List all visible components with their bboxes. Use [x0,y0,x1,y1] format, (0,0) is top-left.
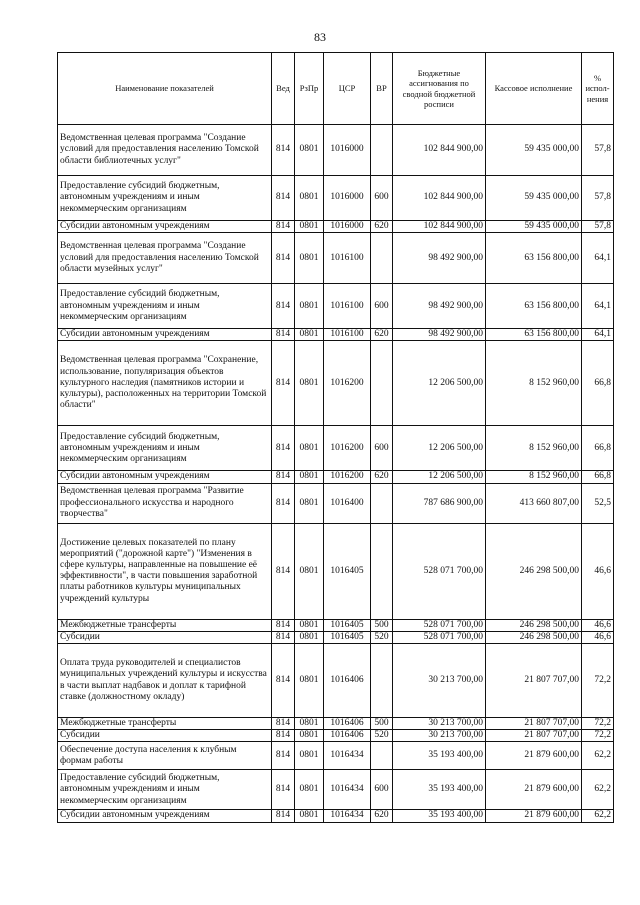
cell-rzpr: 0801 [295,644,324,718]
cell-vr: 520 [371,631,393,643]
table-row [58,770,614,810]
cell-name: Субсидии [58,631,272,643]
cell-percent: 72,2 [582,730,614,742]
table-row [58,619,614,631]
cell-name: Межбюджетные трансферты [58,619,272,631]
cell-cash: 59 435 000,00 [486,125,582,176]
header-percent: % испол-нения [582,53,614,125]
header-name: Наименование показателей [58,53,272,125]
table-row [58,644,614,718]
cell-budget: 30 213 700,00 [393,644,486,718]
cell-csr: 1016100 [324,329,371,341]
cell-ved: 814 [272,523,295,619]
cell-csr: 1016100 [324,284,371,329]
header-budget: Бюджетные ассигнования по сводной бюджетной росписи [393,53,486,125]
cell-vr [371,523,393,619]
cell-rzpr: 0801 [295,718,324,730]
cell-vr: 620 [371,471,393,483]
cell-csr: 1016000 [324,176,371,221]
cell-rzpr: 0801 [295,810,324,822]
cell-budget: 35 193 400,00 [393,742,486,770]
cell-rzpr: 0801 [295,329,324,341]
cell-ved: 814 [272,644,295,718]
cell-budget: 35 193 400,00 [393,770,486,810]
cell-ved: 814 [272,718,295,730]
cell-budget: 98 492 900,00 [393,329,486,341]
cell-name: Межбюджетные трансферты [58,718,272,730]
cell-csr: 1016200 [324,426,371,471]
cell-rzpr: 0801 [295,483,324,523]
cell-csr: 1016434 [324,770,371,810]
cell-vr: 520 [371,730,393,742]
cell-name: Ведомственная целевая программа "Создание условий для предоставления населению Томской области музейных услуг" [58,233,272,284]
cell-cash: 59 435 000,00 [486,176,582,221]
cell-vr: 600 [371,176,393,221]
table-row [58,730,614,742]
cell-vr: 620 [371,329,393,341]
cell-csr: 1016406 [324,730,371,742]
cell-csr: 1016200 [324,471,371,483]
cell-ved: 814 [272,742,295,770]
cell-ved: 814 [272,619,295,631]
cell-budget: 35 193 400,00 [393,810,486,822]
table-row [58,176,614,221]
cell-name: Субсидии автономным учреждениям [58,471,272,483]
cell-vr: 500 [371,718,393,730]
cell-ved: 814 [272,483,295,523]
cell-cash: 8 152 960,00 [486,341,582,426]
table-row [58,471,614,483]
cell-rzpr: 0801 [295,125,324,176]
cell-csr: 1016000 [324,125,371,176]
cell-rzpr: 0801 [295,284,324,329]
cell-budget: 528 071 700,00 [393,631,486,643]
cell-name: Предоставление субсидий бюджетным, автономным учреждениям и иным некоммерческим организациям [58,176,272,221]
cell-percent: 57,8 [582,176,614,221]
cell-vr [371,341,393,426]
cell-vr: 600 [371,284,393,329]
table-row [58,523,614,619]
cell-cash: 63 156 800,00 [486,284,582,329]
cell-budget: 12 206 500,00 [393,426,486,471]
cell-rzpr: 0801 [295,176,324,221]
cell-percent: 64,1 [582,233,614,284]
cell-cash: 21 807 707,00 [486,730,582,742]
cell-percent: 57,8 [582,221,614,233]
cell-csr: 1016400 [324,483,371,523]
cell-rzpr: 0801 [295,619,324,631]
header-csr: ЦСР [324,53,371,125]
cell-rzpr: 0801 [295,471,324,483]
cell-ved: 814 [272,233,295,284]
cell-rzpr: 0801 [295,770,324,810]
cell-ved: 814 [272,770,295,810]
cell-cash: 21 807 707,00 [486,644,582,718]
cell-cash: 21 879 600,00 [486,810,582,822]
cell-budget: 102 844 900,00 [393,176,486,221]
cell-budget: 98 492 900,00 [393,284,486,329]
cell-percent: 64,1 [582,284,614,329]
cell-ved: 814 [272,284,295,329]
table-row [58,221,614,233]
table-row [58,631,614,643]
cell-csr: 1016406 [324,644,371,718]
cell-csr: 1016405 [324,619,371,631]
cell-csr: 1016434 [324,810,371,822]
cell-name: Ведомственная целевая программа "Сохранение, использование, популяризация объектов культурного наследия (памятников истории и культуры), расположенных на территории Томской области" [58,341,272,426]
cell-percent: 72,2 [582,718,614,730]
table-row [58,742,614,770]
cell-name: Обеспечение доступа населения к клубным формам работы [58,742,272,770]
table-row [58,329,614,341]
cell-csr: 1016100 [324,233,371,284]
cell-vr [371,644,393,718]
table-row [58,125,614,176]
header-vr: ВР [371,53,393,125]
cell-ved: 814 [272,426,295,471]
cell-ved: 814 [272,176,295,221]
cell-percent: 66,8 [582,341,614,426]
cell-percent: 72,2 [582,644,614,718]
cell-vr [371,483,393,523]
cell-vr: 600 [371,426,393,471]
cell-rzpr: 0801 [295,730,324,742]
cell-cash: 8 152 960,00 [486,426,582,471]
cell-ved: 814 [272,329,295,341]
cell-budget: 30 213 700,00 [393,730,486,742]
cell-cash: 59 435 000,00 [486,221,582,233]
cell-name: Оплата труда руководителей и специалистов муниципальных учреждений культуры и искусства в части выплат надбавок и доплат к тарифной ставке (должностному окладу) [58,644,272,718]
cell-name: Субсидии автономным учреждениям [58,810,272,822]
cell-vr [371,233,393,284]
cell-budget: 528 071 700,00 [393,523,486,619]
cell-percent: 52,5 [582,483,614,523]
cell-cash: 246 298 500,00 [486,631,582,643]
cell-cash: 413 660 807,00 [486,483,582,523]
cell-percent: 62,2 [582,742,614,770]
cell-name: Ведомственная целевая программа "Создание условий для предоставления населению Томской области библиотечных услуг" [58,125,272,176]
cell-percent: 64,1 [582,329,614,341]
cell-name: Ведомственная целевая программа "Развитие профессионального искусства и народного творчества" [58,483,272,523]
table-row [58,426,614,471]
cell-budget: 12 206 500,00 [393,341,486,426]
header-rzpr: РзПр [295,53,324,125]
table-row [58,718,614,730]
cell-cash: 246 298 500,00 [486,523,582,619]
cell-rzpr: 0801 [295,426,324,471]
cell-cash: 21 879 600,00 [486,770,582,810]
cell-ved: 814 [272,341,295,426]
cell-ved: 814 [272,221,295,233]
cell-csr: 1016434 [324,742,371,770]
cell-ved: 814 [272,125,295,176]
cell-budget: 98 492 900,00 [393,233,486,284]
cell-budget: 102 844 900,00 [393,221,486,233]
cell-percent: 62,2 [582,770,614,810]
cell-budget: 12 206 500,00 [393,471,486,483]
table-row [58,341,614,426]
cell-budget: 528 071 700,00 [393,619,486,631]
table-body [58,125,614,823]
cell-vr: 620 [371,221,393,233]
cell-csr: 1016405 [324,523,371,619]
table-row [58,284,614,329]
cell-percent: 46,6 [582,631,614,643]
cell-vr: 620 [371,810,393,822]
cell-cash: 63 156 800,00 [486,329,582,341]
page-number: 83 [314,30,326,44]
header-cash: Кассовое исполнение [486,53,582,125]
cell-vr [371,125,393,176]
cell-budget: 787 686 900,00 [393,483,486,523]
cell-budget: 102 844 900,00 [393,125,486,176]
cell-cash: 21 807 707,00 [486,718,582,730]
cell-name: Субсидии автономным учреждениям [58,329,272,341]
cell-vr: 500 [371,619,393,631]
cell-percent: 66,8 [582,471,614,483]
cell-csr: 1016000 [324,221,371,233]
cell-budget: 30 213 700,00 [393,718,486,730]
cell-csr: 1016200 [324,341,371,426]
cell-rzpr: 0801 [295,631,324,643]
cell-rzpr: 0801 [295,341,324,426]
cell-cash: 8 152 960,00 [486,471,582,483]
cell-rzpr: 0801 [295,742,324,770]
cell-name: Субсидии [58,730,272,742]
cell-percent: 46,6 [582,523,614,619]
cell-percent: 62,2 [582,810,614,822]
cell-ved: 814 [272,730,295,742]
cell-vr: 600 [371,770,393,810]
cell-name: Достижение целевых показателей по плану мероприятий ("дорожной карте") "Изменения в сфере культуры, направленные на повышение её эффективности", в части повышения заработной платы работников культуры муниципальных учреждений культуры [58,523,272,619]
table-row [58,810,614,822]
table-row [58,233,614,284]
cell-vr [371,742,393,770]
cell-csr: 1016406 [324,718,371,730]
cell-cash: 246 298 500,00 [486,619,582,631]
cell-cash: 21 879 600,00 [486,742,582,770]
cell-rzpr: 0801 [295,523,324,619]
cell-name: Субсидии автономным учреждениям [58,221,272,233]
table-header-row [58,53,614,125]
cell-name: Предоставление субсидий бюджетным, автономным учреждениям и иным некоммерческим организациям [58,284,272,329]
table-row [58,483,614,523]
cell-percent: 46,6 [582,619,614,631]
header-ved: Вед [272,53,295,125]
cell-name: Предоставление субсидий бюджетным, автономным учреждениям и иным некоммерческим организациям [58,770,272,810]
cell-percent: 66,8 [582,426,614,471]
cell-rzpr: 0801 [295,221,324,233]
cell-ved: 814 [272,631,295,643]
cell-name: Предоставление субсидий бюджетным, автономным учреждениям и иным некоммерческим организациям [58,426,272,471]
cell-percent: 57,8 [582,125,614,176]
cell-ved: 814 [272,471,295,483]
cell-cash: 63 156 800,00 [486,233,582,284]
cell-csr: 1016405 [324,631,371,643]
cell-rzpr: 0801 [295,233,324,284]
cell-ved: 814 [272,810,295,822]
budget-table [57,52,614,823]
